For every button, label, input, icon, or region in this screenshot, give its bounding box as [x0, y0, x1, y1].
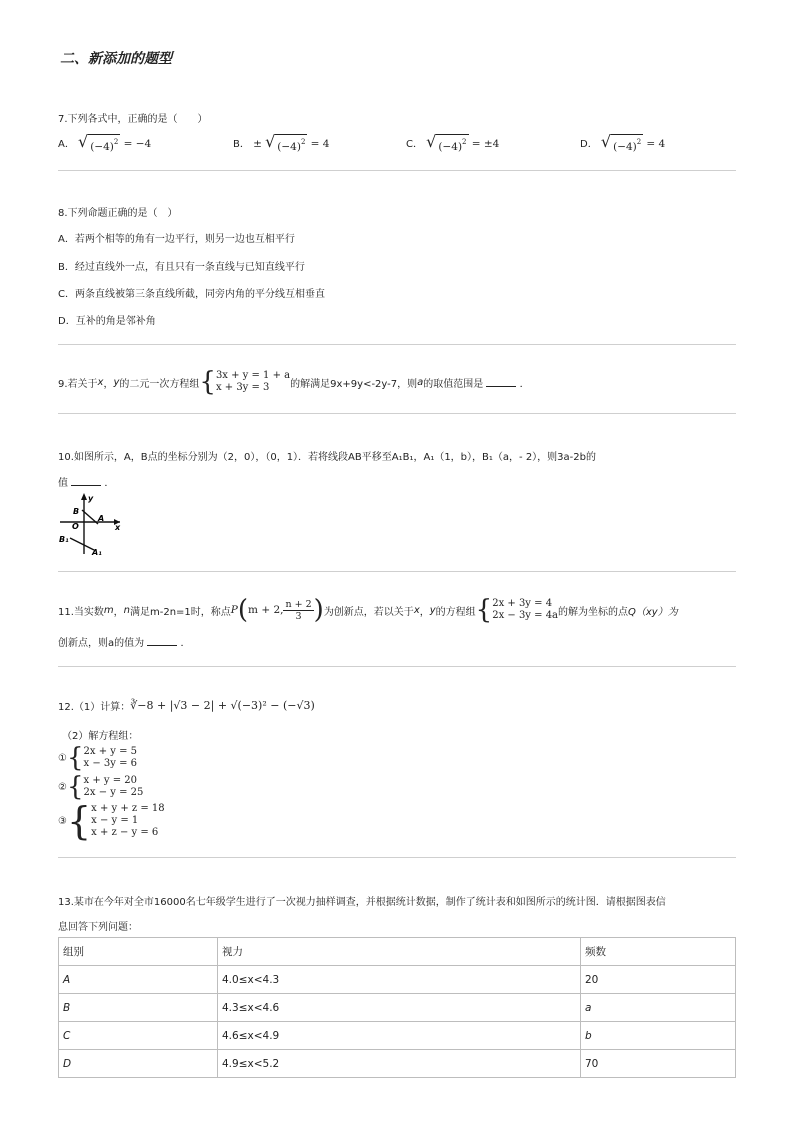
divider	[58, 666, 736, 667]
label-a: A	[98, 514, 105, 523]
divider	[58, 857, 736, 858]
var-y: y	[113, 376, 120, 388]
sqrt-icon: √ $(-4)^2$	[265, 132, 306, 153]
sqrt-icon: √ $(-4)^2$	[600, 132, 642, 153]
q8-option-b: B．经过直线外一点，有且只有一条直线与已知直线平行	[58, 262, 305, 273]
divider	[58, 571, 736, 572]
var-n: n	[123, 604, 130, 616]
label-b1: B₁	[59, 535, 69, 544]
equation: x − y = 1	[91, 815, 139, 826]
q12-part-2: （2）解方程组：	[62, 731, 139, 742]
equation-1: 3x + y = 1 + a	[215, 370, 291, 381]
section-title: 二、新添加的题型	[60, 51, 172, 67]
system-3	[58, 799, 165, 843]
q7-option-c-rhs: = ±4	[471, 138, 500, 150]
q7-option-c	[406, 134, 499, 154]
point-p: P	[230, 604, 238, 616]
label-o: O	[72, 522, 79, 531]
table-row	[59, 994, 736, 1022]
table-row	[59, 966, 736, 994]
divider	[58, 344, 736, 345]
brace-icon: {	[199, 367, 216, 397]
q12-text: 12.（1）计算：	[58, 702, 131, 713]
table-cell: b	[581, 1022, 736, 1050]
q12-expression: ∛−8 + |√3 − 2| + √(−3)² − (−√3)	[130, 699, 315, 712]
var-a: a	[417, 376, 424, 388]
q9-text: 的取值范围是	[423, 378, 484, 390]
fraction-numerator: n + 2	[285, 598, 312, 610]
q11-text: 的解为坐标的点	[558, 606, 629, 618]
brace-icon: {	[66, 799, 92, 843]
frequency-table	[58, 937, 736, 1078]
equation: 2x − y = 25	[83, 787, 144, 798]
q7-option-b-rhs: = 4	[310, 138, 330, 150]
table-cell: 4.3≤x<4.6	[218, 994, 581, 1022]
equation-2: 2x − 3y = 4a	[492, 610, 559, 621]
table-cell: 4.0≤x<4.3	[218, 966, 581, 994]
sqrt-icon: √ $(-4)^2$	[78, 132, 119, 153]
q7-option-d	[580, 134, 665, 154]
answer-blank[interactable]	[486, 378, 516, 387]
fraction-denominator: 3	[295, 610, 302, 622]
p-first-coordinate: m + 2,	[248, 604, 284, 616]
q7-stem: 7.下列各式中，正确的是（ ）	[58, 114, 208, 125]
table-cell: a	[581, 994, 736, 1022]
brace-icon: {	[475, 595, 493, 625]
q8-option-c: C．两条直线被第三条直线所截，同旁内角的平分线互相垂直	[58, 289, 325, 300]
point-q: Q（xy）为	[628, 606, 678, 618]
q7-option-a-label: A．	[58, 139, 75, 150]
equation: x + y + z = 18	[91, 803, 165, 814]
right-paren-icon: )	[313, 595, 324, 625]
q13-line-2: 息回答下列问题：	[58, 922, 138, 933]
q10-text: 值	[58, 478, 68, 489]
q12-part-1	[58, 698, 315, 713]
left-paren-icon: (	[237, 595, 249, 625]
table-cell: A	[59, 966, 218, 994]
exponent: 2	[462, 138, 467, 146]
q7-option-d-rhs: = 4	[646, 138, 666, 150]
exponent: 2	[300, 138, 306, 146]
equation-system	[199, 367, 291, 397]
q7-option-d-label: D．	[580, 139, 598, 150]
equation: x + y = 20	[83, 775, 138, 786]
q11-line-2	[58, 634, 191, 649]
circle-number-icon: ②	[58, 781, 67, 793]
q11-text: 为创新点，若以关于	[323, 606, 414, 618]
equation: 2x + y = 5	[83, 746, 138, 757]
q9-text: 的二元一次方程组	[119, 378, 200, 390]
q9-text: 9.若关于	[58, 378, 98, 390]
period: ．	[104, 478, 115, 489]
table-header-cell: 频数	[581, 938, 736, 966]
equation: x − 3y = 6	[83, 758, 138, 769]
radicand: (−4)	[90, 141, 114, 153]
system-2	[58, 772, 144, 802]
equation-system	[66, 772, 144, 802]
equation-system	[475, 595, 559, 625]
q9-line	[58, 367, 530, 397]
system-1	[58, 743, 138, 773]
exponent: 2	[636, 138, 642, 146]
label-a1: A₁	[92, 548, 102, 556]
table-row	[59, 1022, 736, 1050]
table-cell: B	[59, 994, 218, 1022]
table-cell: 70	[581, 1050, 736, 1078]
equation-1: 2x + 3y = 4	[492, 598, 553, 609]
divider	[58, 413, 736, 414]
q7-option-b-label: B．	[233, 139, 250, 150]
q10-line-2	[58, 474, 114, 489]
divider	[58, 170, 736, 171]
table-header-cell: 视力	[218, 938, 581, 966]
radicand: (−4)	[438, 141, 463, 153]
q9-text: 的解满足9x+9y<-2y-7，则	[290, 378, 418, 390]
table-header-cell: 组别	[59, 938, 218, 966]
table-cell: D	[59, 1050, 218, 1078]
circle-number-icon: ③	[58, 815, 67, 827]
label-y: y	[88, 494, 94, 503]
q11-text: 满足m-2n=1时，称点	[130, 606, 231, 618]
q11-text: 创新点，则a的值为	[58, 638, 145, 649]
q8-stem: 8.下列命题正确的是（ ）	[58, 208, 178, 219]
label-x: x	[115, 523, 121, 532]
radicand: (−4)	[613, 141, 637, 153]
q13-line-1: 13.某市在今年对全市16000名七年级学生进行了一次视力抽样调查，并根据统计数据，制作了统计表和如图所示的统计图．请根据图表信	[58, 897, 666, 908]
equation-system	[66, 799, 165, 843]
brace-icon: {	[66, 743, 84, 773]
var-m: m	[103, 604, 114, 616]
table-cell: C	[59, 1022, 218, 1050]
table-header-row	[59, 938, 736, 966]
equation: x + z − y = 6	[91, 827, 159, 838]
q10-line-1: 10.如图所示，A，B点的坐标分别为（2，0），（0，1）．若将线段AB平移至A₁B₁，A₁（1，b），B₁（a，- 2），则3a-2b的	[58, 452, 596, 463]
q7-option-b-pm: ±	[253, 138, 262, 150]
q7-option-a	[58, 134, 151, 154]
table-cell: 20	[581, 966, 736, 994]
coordinate-figure	[58, 492, 124, 556]
sqrt-icon: √ $(-4)^2$	[426, 132, 467, 153]
q8-option-d: D．互补的角是邻补角	[58, 316, 156, 327]
radicand: (−4)	[277, 141, 301, 153]
table-cell: 4.9≤x<5.2	[218, 1050, 581, 1078]
label-b: B	[73, 507, 80, 516]
fraction	[283, 599, 313, 622]
q7-option-a-rhs: = −4	[123, 138, 152, 150]
comma: ，	[103, 378, 114, 390]
brace-icon: {	[66, 772, 84, 802]
period: ．	[180, 638, 191, 649]
table-row	[59, 1050, 736, 1078]
exponent: 2	[113, 138, 119, 146]
equation-system	[66, 743, 138, 773]
var-x: x	[97, 376, 104, 388]
segment-a1b1	[70, 538, 94, 550]
q7-option-b	[233, 134, 329, 154]
y-axis-arrow-icon	[81, 493, 87, 500]
equation-2: x + 3y = 3	[215, 382, 270, 393]
q11-text: 的方程组	[435, 606, 476, 618]
period: ．	[519, 378, 530, 390]
answer-blank[interactable]	[71, 477, 101, 486]
answer-blank[interactable]	[147, 637, 177, 646]
q11-text: 11.当实数	[58, 606, 104, 618]
q7-option-c-label: C．	[406, 139, 423, 150]
circle-number-icon: ①	[58, 752, 67, 764]
q8-option-a: A．若两个相等的角有一边平行，则另一边也互相平行	[58, 234, 295, 245]
table-cell: 4.6≤x<4.9	[218, 1022, 581, 1050]
q11-line-1: 11.当实数 m ， n 满足m-2n=1时，称点 P ( m + 2, $\frac{n + 2}{3}$ ) 为创新点，若以关于 x ， y 的方程组 { 2x + 3y = 4 2x − 3y = 4a 的解为坐标的点 Q（xy）为	[58, 595, 678, 625]
